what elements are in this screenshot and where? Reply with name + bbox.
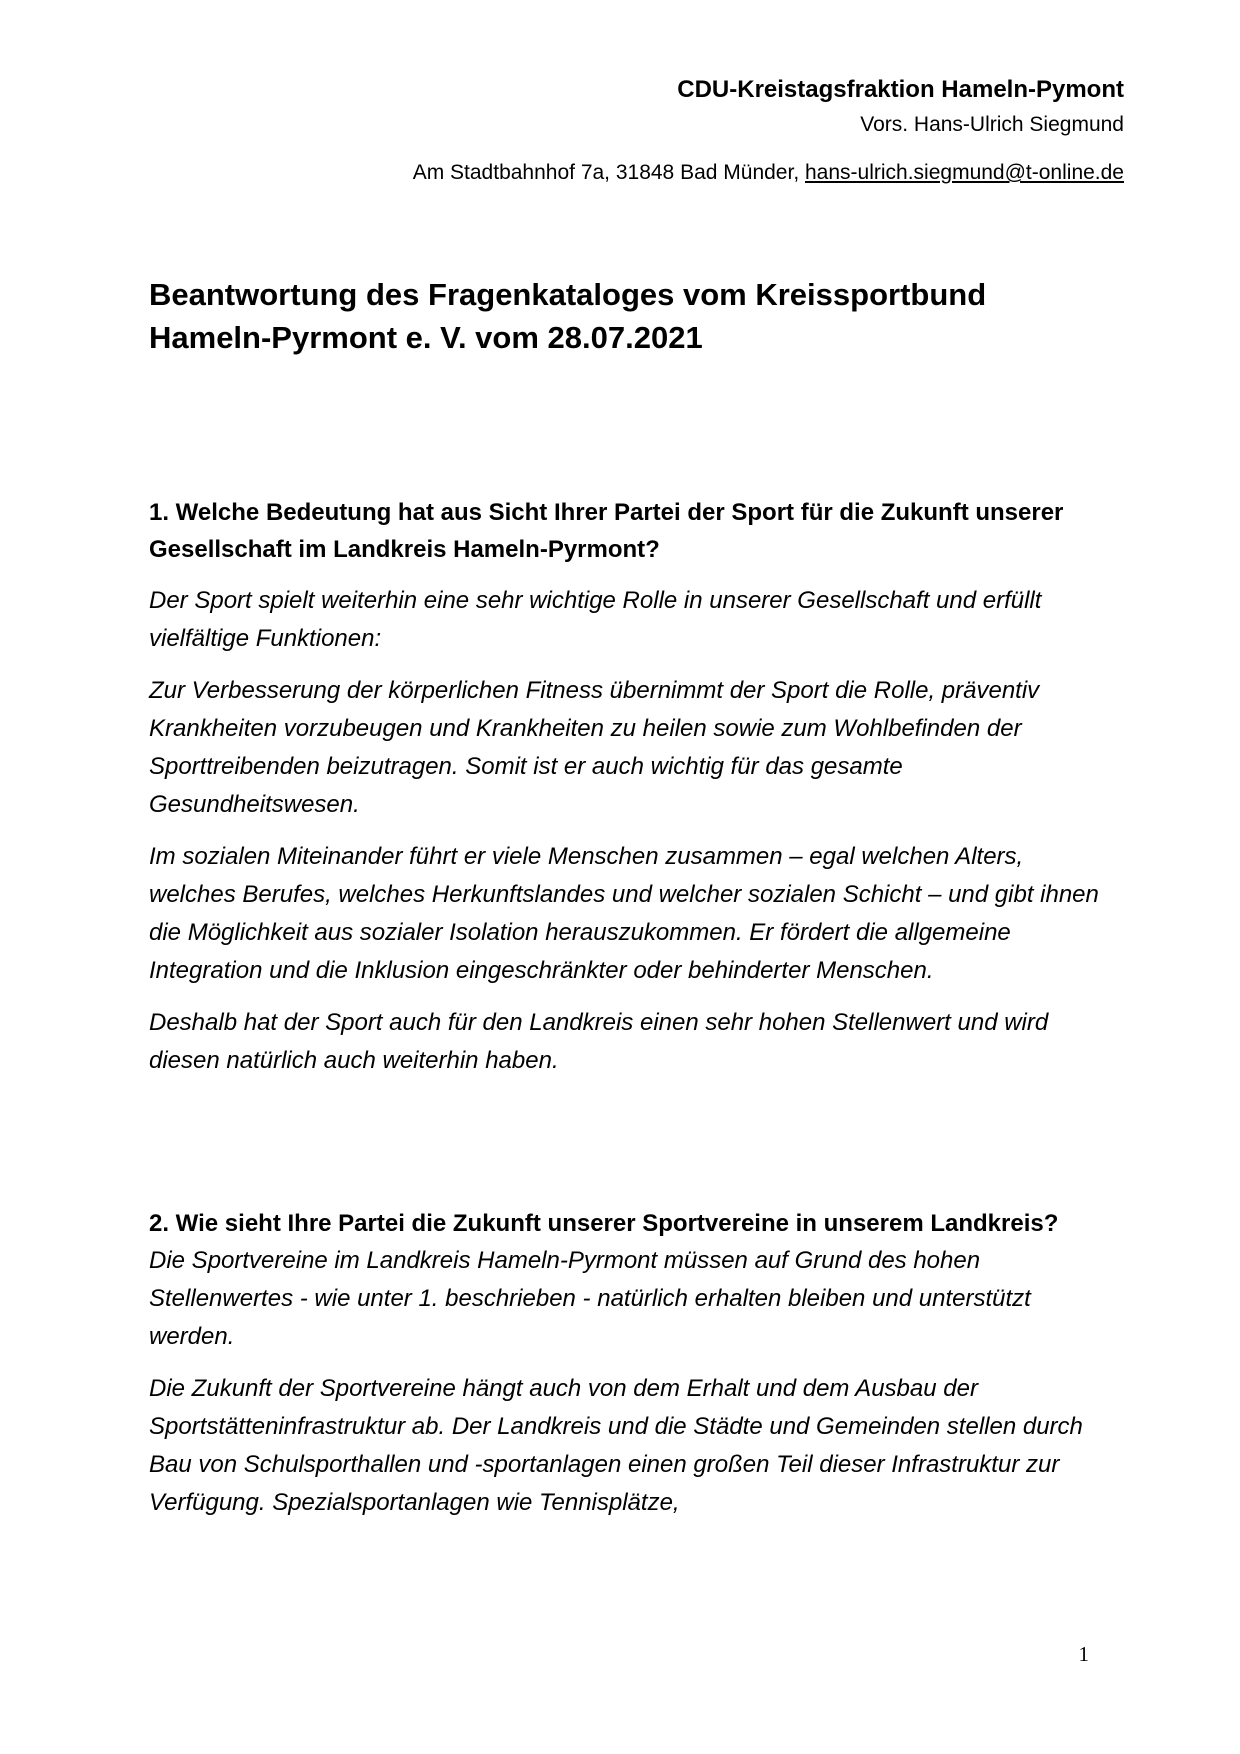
question-heading: 2. Wie sieht Ihre Partei die Zukunft unserer Sportvereine in unserem Landkreis? (149, 1210, 1059, 1237)
question-section-2 (149, 1205, 1099, 1522)
title-line-1: Beantwortung des Fragenkataloges vom Kreissportbund (149, 277, 987, 312)
address-line (124, 158, 1124, 188)
answer-paragraph: Zur Verbesserung der körperlichen Fitness übernimmt der Sport die Rolle, präventiv Krankheiten vorzubeugen und Krankheiten zu heilen sowie zum Wohlbefinden der Sporttreibenden beizutragen. Somit ist er auch wichtig für das gesamte Gesundheitswesen. (149, 677, 1040, 818)
document-title (149, 273, 1049, 359)
answer-paragraph: Die Zukunft der Sportvereine hängt auch von dem Erhalt und dem Ausbau der Sportstätteninfrastruktur ab. Der Landkreis und die Städte und Gemeinden stellen durch Bau von Schulsporthallen und -sportanlagen einen großen Teil dieser Infrastruktur zur Verfügung. Spezialsportanlagen wie Tennisplätze, (149, 1375, 1083, 1516)
title-line-2: Hameln-Pyrmont e. V. vom 28.07.2021 (149, 320, 703, 355)
page-number: 1 (1078, 1642, 1089, 1666)
postal-address: Am Stadtbahnhof 7a, 31848 Bad Münder, (412, 161, 805, 184)
question-section-1 (149, 494, 1099, 1080)
email-link[interactable]: hans-ulrich.siegmund@t-online.de (805, 161, 1124, 184)
answer-paragraph: Im sozialen Miteinander führt er viele Menschen zusammen – egal welchen Alters, welches Berufes, welches Herkunftslandes und welcher sozialen Schicht – und gibt ihnen die Möglichkeit aus sozialer Isolation herauszukommen. Er fördert die allgemeine Integration und die Inklusion eingeschränkter oder behinderter Menschen. (149, 843, 1099, 984)
answer-paragraph: Deshalb hat der Sport auch für den Landkreis einen sehr hohen Stellenwert und wird diesen natürlich auch weiterhin haben. (149, 1009, 1049, 1074)
answer-paragraph: Der Sport spielt weiterhin eine sehr wichtige Rolle in unserer Gesellschaft und erfüllt vielfältige Funktionen: (149, 587, 1042, 652)
organization-name: CDU-Kreistagsfraktion Hameln-Pymont (677, 76, 1124, 103)
letterhead (124, 74, 1124, 188)
question-heading: 1. Welche Bedeutung hat aus Sicht Ihrer Partei der Sport für die Zukunft unserer Gesellschaft im Landkreis Hameln-Pyrmont? (149, 499, 1064, 563)
answer-paragraph: Die Sportvereine im Landkreis Hameln-Pyrmont müssen auf Grund des hohen Stellenwertes - wie unter 1. beschrieben - natürlich erhalten bleiben und unterstützt werden. (149, 1247, 1031, 1350)
chairperson: Vors. Hans-Ulrich Siegmund (860, 113, 1124, 136)
